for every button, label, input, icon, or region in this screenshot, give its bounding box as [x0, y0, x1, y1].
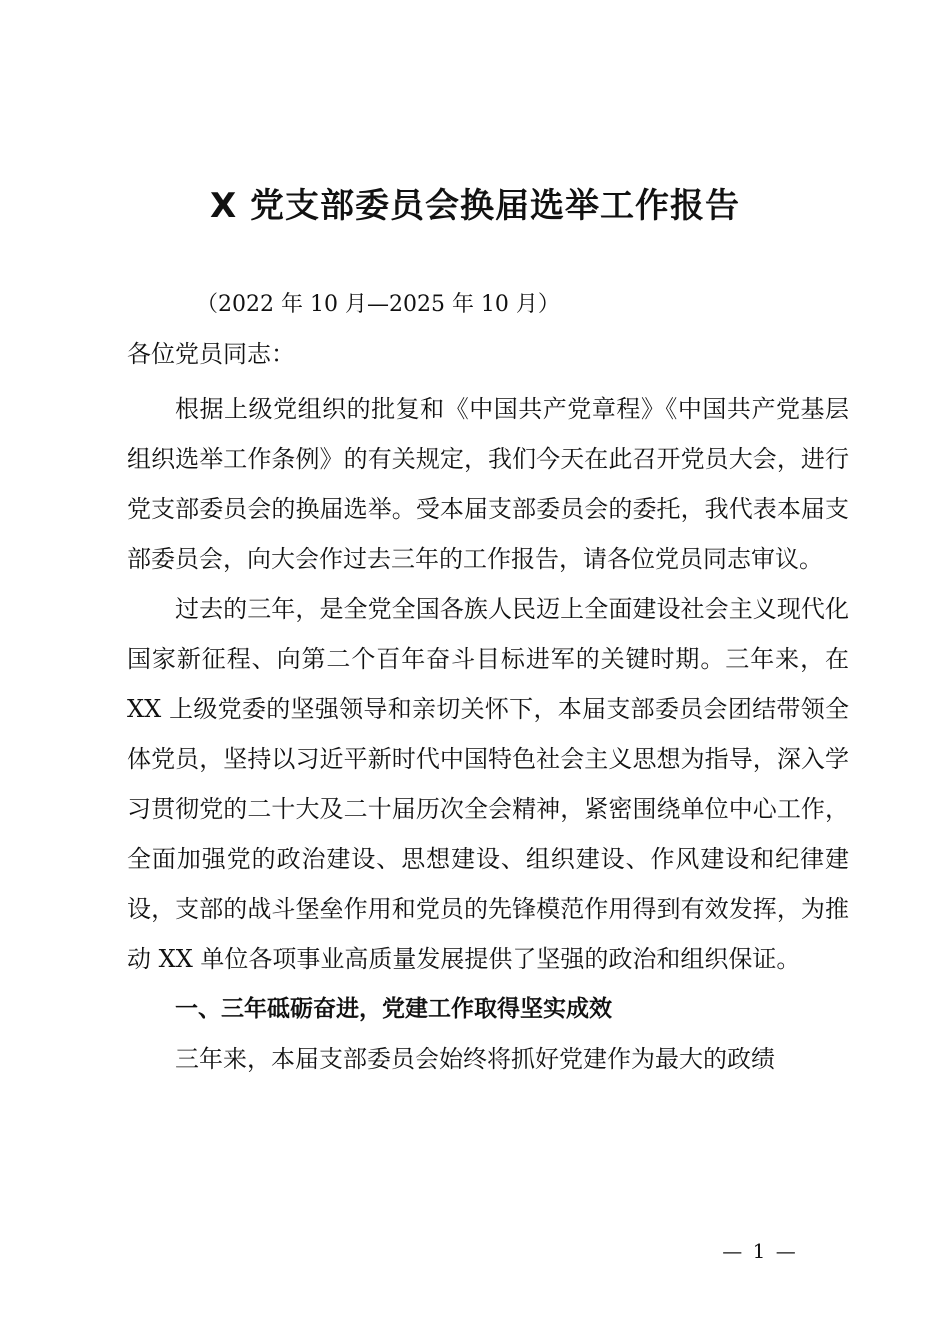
- salutation: 各位党员同志：: [127, 340, 295, 368]
- page-number: — 1 —: [722, 1239, 798, 1263]
- document-title: X 党支部委员会换届选举工作报告: [209, 186, 741, 226]
- paragraph-intro: 根据上级党组织的批复和《中国共产党章程》《中国共产党基层组织选举工作条例》的有关规定，我们今天在此召开党员大会，进行党支部委员会的换届选举。受本届支部委员会的委托，我代表本届支部委员会，向大会作过去三年的工作报告，请各位党员同志审议。: [127, 395, 849, 573]
- paragraph-review: 过去的三年，是全党全国各族人民迈上全面建设社会主义现代化国家新征程、向第二个百年奋斗目标进军的关键时期。三年来，在 XX 上级党委的坚强领导和亲切关怀下，本届支部委员会团结带领全体党员，坚持以习近平新时代中国特色社会主义思想为指导，深入学习贯彻党的二十大及二十届历次全会精神，紧密围绕单位中心工作，全面加强党的政治建设、思想建设、组织建设、作风建设和纪律建设，支部的战斗堡垒作用和党员的先锋模范作用得到有效发挥，为推动 XX 单位各项事业高质量发展提供了坚强的政治和组织保证。: [127, 595, 849, 973]
- report-period: （2022 年 10 月—2025 年 10 月）: [196, 292, 560, 317]
- section-heading: 一、三年砥砺奋进，党建工作取得坚实成效: [175, 996, 612, 1022]
- section-paragraph: 三年来，本届支部委员会始终将抓好党建作为最大的政绩: [175, 1045, 775, 1073]
- report-body: [127, 384, 849, 1084]
